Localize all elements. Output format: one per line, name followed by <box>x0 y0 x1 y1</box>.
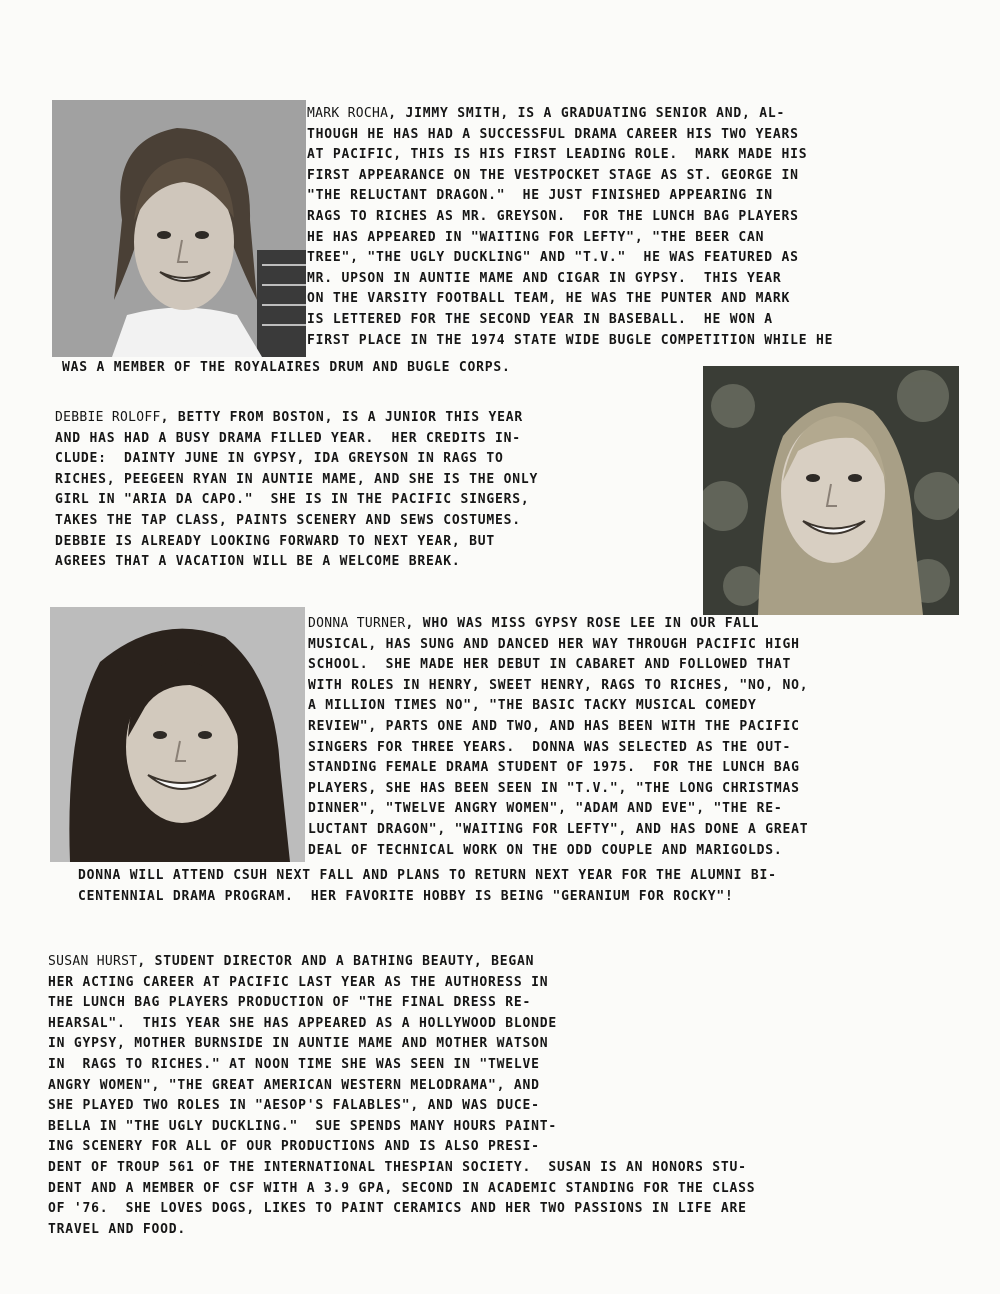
bio-mark-rocha-last-line: WAS A MEMBER OF THE ROYALAIRES DRUM AND BUGLE CORPS. <box>62 360 511 375</box>
photo-donna-turner <box>50 607 305 862</box>
name-mark-rocha: MARK ROCHA <box>307 106 389 121</box>
name-debbie-roloff: DEBBIE ROLOFF <box>55 410 161 425</box>
photo-mark-rocha <box>52 100 306 357</box>
name-susan-hurst: SUSAN HURST <box>48 954 138 969</box>
photo-debbie-roloff <box>703 366 959 615</box>
bio-donna-turner: DONNA TURNER, WHO WAS MISS GYPSY ROSE LEE IN OUR FALL MUSICAL, HAS SUNG AND DANCED HER WAY THROUGH PACIFIC HIGH SCHOOL. SHE MADE HER DEBUT IN CABARET AND FOLLOWED THAT WITH ROLES IN HENRY, SWEET HENRY, RAGS TO RICHES, "NO, NO, A MILLION TIMES NO", "THE BASIC TACKY MUSICAL COMEDY REVIEW", PARTS ONE AND TWO, AND HAS BEEN WITH THE PACIFIC SINGERS FOR THREE YEARS. DONNA WAS SELECTED AS THE OUT- STANDING FEMALE DRAMA STUDENT OF 1975. FOR THE LUNCH BAG PLAYERS, SHE HAS BEEN SEEN IN "T.V.", "THE LONG CHRISTMAS DINNER", "TWELVE ANGRY WOMEN", "ADAM AND EVE", "THE RE- LUCTANT DRAGON", "WAITING FOR LEFTY", AND HAS DONE A GREAT DEAL OF TECHNICAL WORK ON THE ODD COUPLE AND MARIGOLDS. <box>308 616 809 858</box>
name-donna-turner: DONNA TURNER <box>308 616 406 631</box>
bio-donna-turner-tail: DONNA WILL ATTEND CSUH NEXT FALL AND PLANS TO RETURN NEXT YEAR FOR THE ALUMNI BI- CENTENNIAL DRAMA PROGRAM. HER FAVORITE HOBBY IS BEING "GERANIUM FOR ROCKY"! <box>78 868 777 904</box>
bio-debbie-roloff: DEBBIE ROLOFF, BETTY FROM BOSTON, IS A JUNIOR THIS YEAR AND HAS HAD A BUSY DRAMA FILLED YEAR. HER CREDITS IN- CLUDE: DAINTY JUNE IN GYPSY, IDA GREYSON IN RAGS TO RICHES, PEEGEEN RYAN IN AUNTIE MAME, AND SHE IS THE ONLY GIRL IN "ARIA DA CAPO." SHE IS IN THE PACIFIC SINGERS, TAKES THE TAP CLASS, PAINTS SCENERY AND SEWS COSTUMES. DEBBIE IS ALREADY LOOKING FORWARD TO NEXT YEAR, BUT AGREES THAT A VACATION WILL BE A WELCOME BREAK. <box>55 410 539 570</box>
bio-mark-rocha: MARK ROCHA, JIMMY SMITH, IS A GRADUATING SENIOR AND, AL- THOUGH HE HAS HAD A SUCCESSFUL DRAMA CAREER HIS TWO YEARS AT PACIFIC, THIS IS HIS FIRST LEADING ROLE. MARK MADE HIS FIRST APPEARANCE ON THE VESTPOCKET STAGE AS ST. GEORGE IN "THE RELUCTANT DRAGON." HE JUST FINISHED APPEARING IN RAGS TO RICHES AS MR. GREYSON. FOR THE LUNCH BAG PLAYERS HE HAS APPEARED IN "WAITING FOR LEFTY", "THE BEER CAN TREE", "THE UGLY DUCKLING" AND "T.V." HE WAS FEATURED AS MR. UPSON IN AUNTIE MAME AND CIGAR IN GYPSY. THIS YEAR ON THE VARSITY FOOTBALL TEAM, HE WAS THE PUNTER AND MARK IS LETTERED FOR THE SECOND YEAR IN BASEBALL. HE WON A FIRST PLACE IN THE 1974 STATE WIDE BUGLE COMPETITION WHILE HE <box>307 106 834 348</box>
bio-susan-hurst: SUSAN HURST, STUDENT DIRECTOR AND A BATHING BEAUTY, BEGAN HER ACTING CAREER AT PACIFIC LAST YEAR AS THE AUTHORESS IN THE LUNCH BAG PLAYERS PRODUCTION OF "THE FINAL DRESS RE- HEARSAL". THIS YEAR SHE HAS APPEARED AS A HOLLYWOOD BLONDE IN GYPSY, MOTHER BURNSIDE IN AUNTIE MAME AND MOTHER WATSON IN RAGS TO RICHES." AT NOON TIME SHE WAS SEEN IN "TWELVE ANGRY WOMEN", "THE GREAT AMERICAN WESTERN MELODRAMA", AND SHE PLAYED TWO ROLES IN "AESOP'S FALABLES", AND WAS DUCE- BELLA IN "THE UGLY DUCKLING." SUE SPENDS MANY HOURS PAINT- ING SCENERY FOR ALL OF OUR PRODUCTIONS AND IS ALSO PRESI- DENT OF TROUP 561 OF THE INTERNATIONAL THESPIAN SOCIETY. SUSAN IS AN HONORS STU- DENT AND A MEMBER OF CSF WITH A 3.9 GPA, SECOND IN ACADEMIC STANDING FOR THE CLASS OF '76. SHE LOVES DOGS, LIKES TO PAINT CERAMICS AND HER TWO PASSIONS IN LIFE ARE TRAVEL AND FOOD. <box>48 954 756 1237</box>
